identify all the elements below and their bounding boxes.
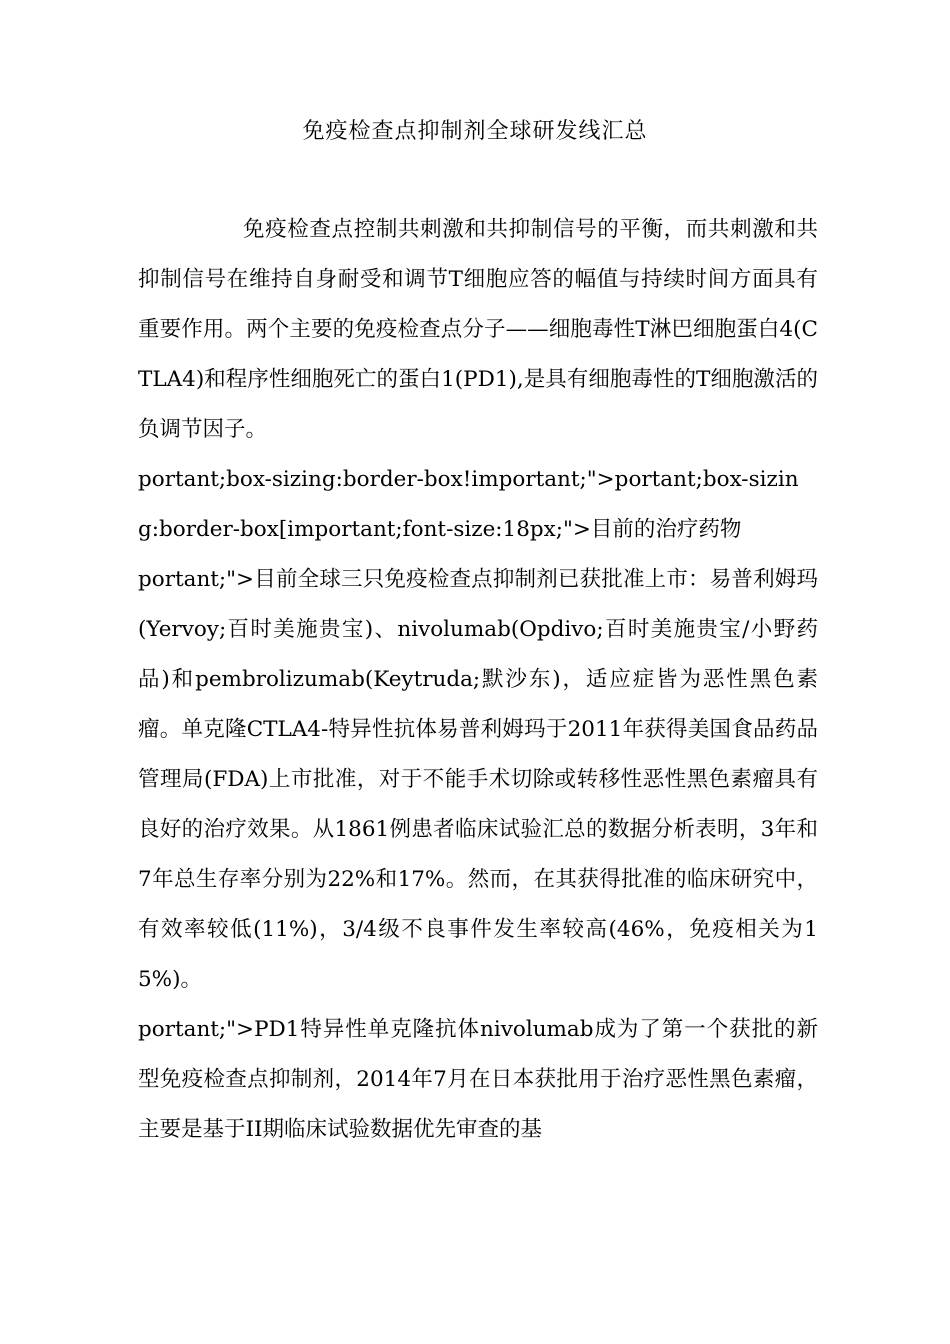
paragraph-nivolumab: portant;">PD1特异性单克隆抗体nivolumab成为了第一个获批的新型免疫检查点抑制剂，2014年7月在日本获批用于治疗恶性黑色素瘤，主要是基于II期临床试验数据优先审查的基: [138, 1017, 818, 1142]
document-body: [138, 205, 818, 1155]
paragraph-current-drugs-heading: portant;box-sizing:border-box!important;">portant;box-sizing:border-box[important;font-size:18px;">目前的治疗药物: [138, 467, 799, 542]
paragraph-approved-drugs: portant;">目前全球三只免疫检查点抑制剂已获批准上市：易普利姆玛(Yervoy;百时美施贵宝)、nivolumab(Opdivo;百时美施贵宝/小野药品)和pembrolizumab(Keytruda;默沙东)，适应症皆为恶性黑色素瘤。单克隆CTLA4-特异性抗体易普利姆玛于2011年获得美国食品药品管理局(FDA)上市批准，对于不能手术切除或转移性恶性黑色素瘤具有良好的治疗效果。从1861例患者临床试验汇总的数据分析表明，3年和7年总生存率分别为22%和17%。然而，在其获得批准的临床研究中，有效率较低(11%)，3/4级不良事件发生率较高(46%，免疫相关为15%)。: [138, 567, 818, 992]
paragraph-intro: 免疫检查点控制共刺激和共抑制信号的平衡，而共刺激和共抑制信号在维持自身耐受和调节T细胞应答的幅值与持续时间方面具有重要作用。两个主要的免疫检查点分子——细胞毒性T淋巴细胞蛋白4(CTLA4)和程序性细胞死亡的蛋白1(PD1),是具有细胞毒性的T细胞激活的负调节因子。: [138, 217, 818, 442]
document-title: 免疫检查点抑制剂全球研发线汇总: [302, 119, 648, 144]
